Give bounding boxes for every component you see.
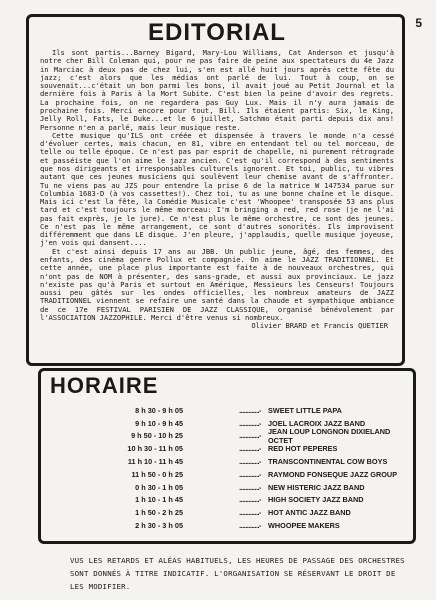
schedule-time: 11 h 50 - 0 h 25 [131,469,183,479]
schedule-dash: - [259,444,262,454]
schedule-row [41,468,413,481]
schedule-band: JOEL LACROIX JAZZ BAND [268,418,366,428]
schedule-list [41,404,413,532]
schedule-time: 10 h 30 - 11 h 05 [127,444,183,454]
schedule-dash: - [259,482,262,492]
schedule-dash: - [259,469,262,479]
schedule-row [41,442,413,455]
editorial-title: EDITORIAL [148,19,286,46]
schedule-band: NEW HISTERIC JAZZ BAND [268,482,365,492]
schedule-band: TRANSCONTINENTAL COW BOYS [268,457,388,467]
editorial-body [40,49,394,331]
editorial-paragraph: Et c'est ainsi depuis 17 ans au JBB. Un public jeune, âgé, des femmes, des enfants, des cinéma genre Pollux et compagnie. On aime le JAZZ TRADITIONNEL. Et cette année, une place plus importante est faite à de nouveaux orchestres, qui n'ont pas de NOM à présenter, des sans-grade, et aussi aux provinciaux. Le jazz n'existe pas qu'à Paris et surtout en Amérique, Messieurs les Censeurs! Toujours aussi peu gâtés sur les ondes officielles, les nombreux amateurs de JAZZ TRADITIONNEL viennent se refaire une santé dans la chaude et sympathique ambiance de ce 17e FESTIVAL PARISIEN DE JAZZ CLASSIQUE, organisé bénévolement par l'ASSOCIATION JAZZOPHILE. Merci d'être venus si nombreux. [40,246,394,322]
schedule-band: RAYMOND FONSEQUE JAZZ GROUP [268,469,398,479]
schedule-row [41,481,413,494]
horaire-title: HORAIRE [50,373,159,398]
page-number: 5 [415,16,422,30]
schedule-dash: - [259,431,262,441]
schedule-row [41,506,413,519]
schedule-time: 9 h 50 - 10 h 25 [131,431,183,441]
schedule-dash: - [259,405,262,415]
schedule-leader: ............. [239,521,259,531]
schedule-leader: ............. [239,444,259,454]
schedule-band: WHOOPEE MAKERS [268,521,340,531]
schedule-dash: - [259,457,262,467]
schedule-band: HIGH SOCIETY JAZZ BAND [268,495,364,505]
editorial-paragraph: Ils sont partis...Barney Bigard, Mary-Lou Williams, Cat Anderson et jusqu'à notre cher Bill Coleman qui, pour ne pas faire de peine aux spectateurs du 4e Jazz in Marciac à deux pas de chez lui, s'en est allé huit jours après cette fête du jazz; c'est alors que les médias ont parlé de lui. Tout à coup, on se souvenait...c'était un bon parmi les bons, il avait joué au Petit Journal et la dernière fois à Paris à la Mort Subite. C'est bien la peine d'avoir des regrets. La prochaine fois, on ne regardera pas Guy Lux. Mais il n'y aura jamais de prochaine fois. Merci encore pour tout, Bill. Ils étaient partis: Six, le King, Jelly Roll, Fats, le Duke...et le 6 juillet, Satchmo était parti depuis dix ans! Personne n'en a parlé, mais leur musique reste. [40,48,394,132]
schedule-dash: - [259,495,262,505]
schedule-leader: ............. [239,482,259,492]
schedule-dash: - [259,418,262,428]
schedule-time: 0 h 30 - 1 h 05 [135,482,183,492]
schedule-band: SWEET LITTLE PAPA [268,405,342,415]
editorial-signature: Olivier BRARD et Francis QUETIER [251,321,388,331]
schedule-time: 9 h 10 - 9 h 45 [135,418,183,428]
schedule-notice: VUS LES RETARDS ET ALÉAS HABITUELS, LES HEURES DE PASSAGE DES ORCHESTRES SONT DONNÉS À TITRE INDICATIF. L'ORGANISATION SE RÉSERVANT LE DROIT DE LES MODIFIER. [70,556,405,591]
schedule-time: 1 h 10 - 1 h 45 [135,495,183,505]
schedule-time: 1 h 50 - 2 h 25 [135,508,183,518]
editorial-box [26,14,405,366]
schedule-leader: ............. [239,495,259,505]
schedule-time: 8 h 30 - 9 h 05 [135,405,183,415]
schedule-row [41,494,413,507]
schedule-leader: ............. [239,431,259,441]
schedule-row [41,519,413,532]
schedule-band: JEAN LOUP LONGNON DIXIELAND OCTET [268,427,391,445]
schedule-dash: - [259,521,262,531]
schedule-band: HOT ANTIC JAZZ BAND [268,508,351,518]
schedule-row [41,404,413,417]
schedule-time: 11 h 10 - 11 h 45 [127,457,183,467]
schedule-leader: ............. [239,457,259,467]
schedule-dash: - [259,508,262,518]
schedule-leader: ............. [239,508,259,518]
schedule-leader: ............. [239,469,259,479]
schedule-band: RED HOT PEPERES [268,444,338,454]
editorial-paragraph: Cette musique qu'ILS ont créée et dispensée à travers le monde n'a cessé d'évoluer certes, mais chacun, en 81, vibre en entendant tel ou tel morceau, de telle ou telle époque. Ce n'est pas par esprit de chapelle, ni purement rétrograde et passéiste que l'on aime le jazz ancien. C'est qu'il correspond à des sentiments que nos dirigeants et irresponsables culturels ignorent. Et toi, public, tu vibres autant que ces jeunes musiciens qui soulèvent leur chemise avant de s'affronter. Tu ne viens pas au JZS pour entendre la prise 6 de la matrice W 147534 parue sur Columbia 1683-D (à vos cassettes!). Chez toi, tu as une bonne chaîne et le disque. Mais ici c'est la fête, la Comédie Musicale c'est 'Whoopee' transposée 53 ans plus tard et c'est toujours le même morceau: I'm bringing a red, red rose (je ne l'ai pas fait exprès, je le jure). Ce n'est plus le même orchestre, ce sont des jeunes. Ce n'est pas le même arrangement, ce sont d'autres sonorités. Ils improvisent différemment que dans LE disque. J'en pleure, j'applaudis, quelle musique joyeuse, j'en vois qui dansent.... [40,130,394,248]
schedule-time: 2 h 30 - 3 h 05 [135,521,183,531]
schedule-row [41,427,413,445]
schedule-leader: ............. [239,418,259,428]
schedule-row [41,455,413,468]
schedule-leader: ............. [239,405,259,415]
horaire-box [38,368,416,544]
